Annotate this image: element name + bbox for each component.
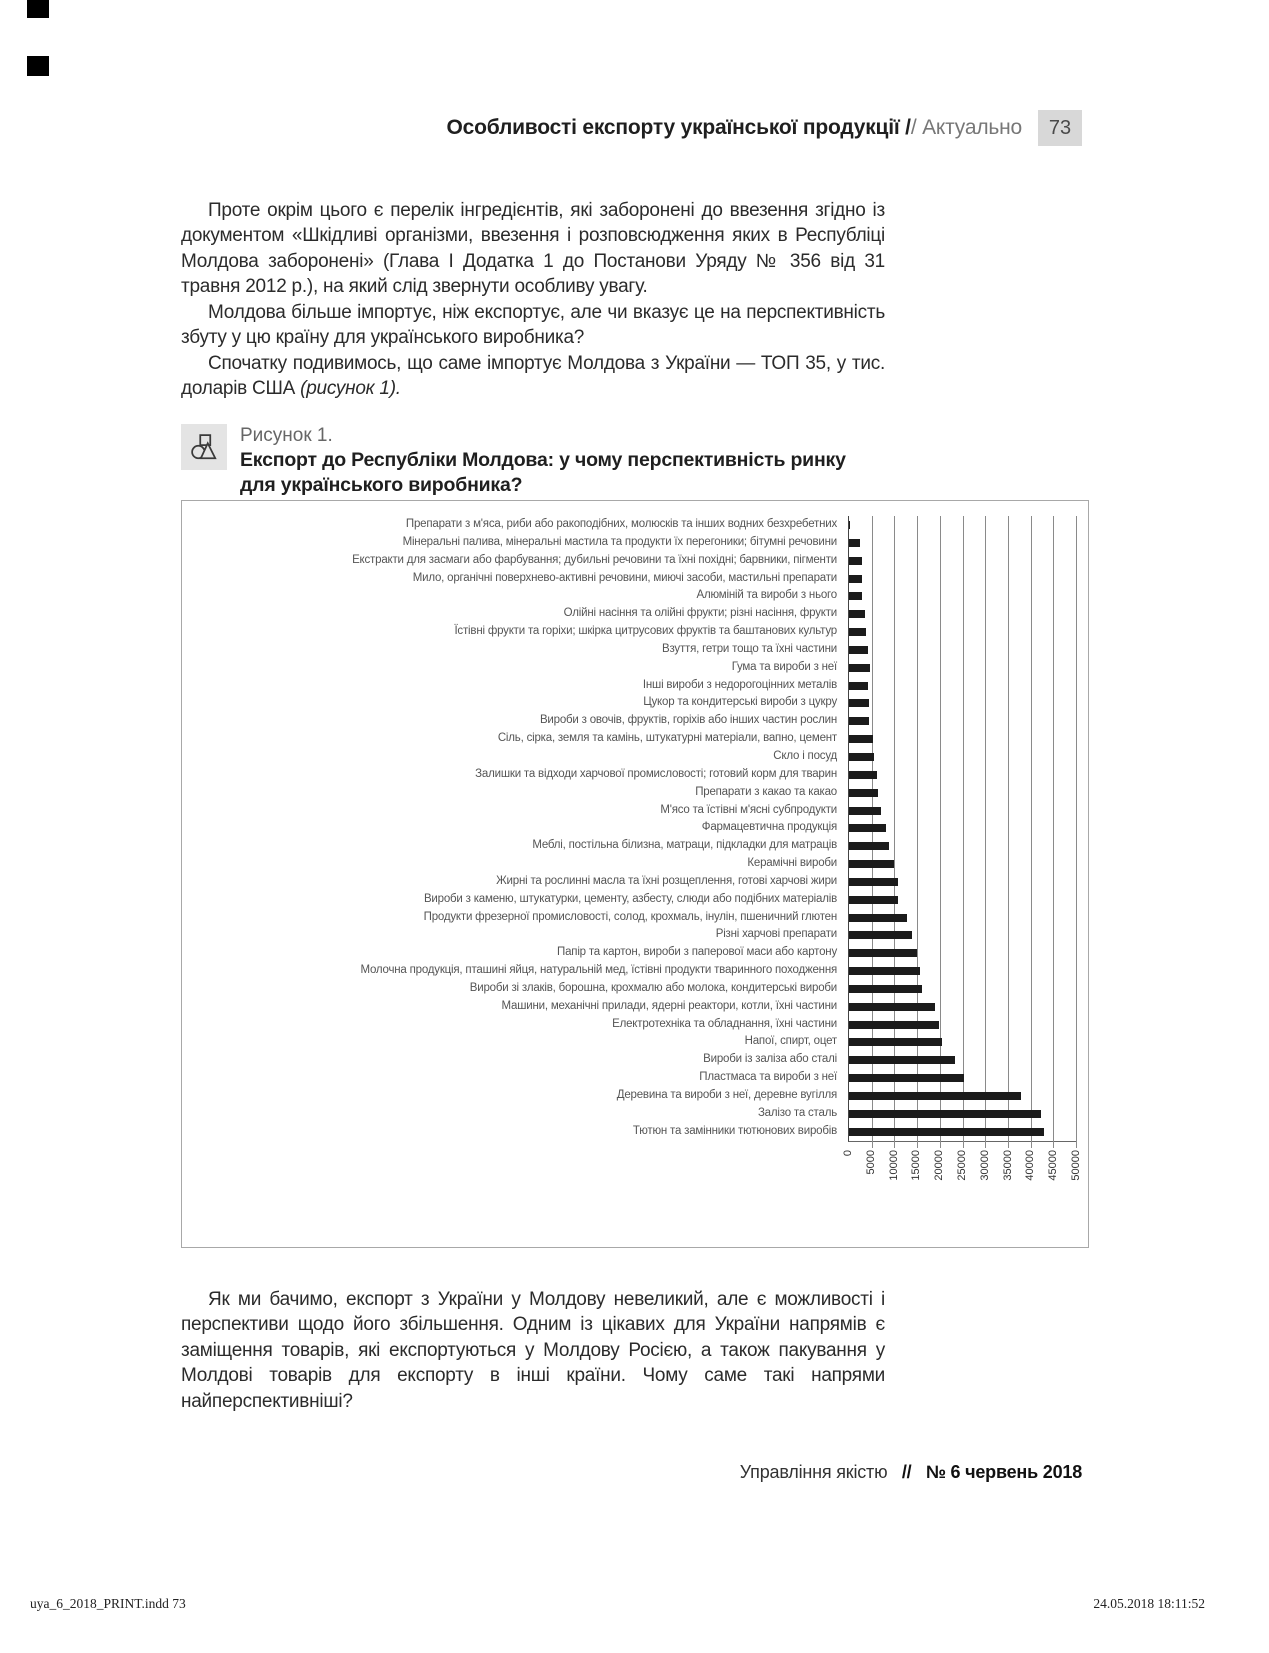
chart-row [849, 891, 1076, 909]
bar-chart [182, 501, 1088, 1181]
chart-row [849, 659, 1076, 677]
bar [849, 610, 865, 618]
bar-label: Деревина та вироби з неї, деревне вугілля [616, 1089, 837, 1101]
x-axis-tick-label: 40000 [1024, 1149, 1037, 1181]
bar [849, 1092, 1021, 1100]
bar-label: Електротехніка та обладнання, їхні частини [612, 1017, 837, 1030]
chart-row [849, 552, 1076, 570]
bar-label: Пластмаса та вироби з неї [699, 1071, 837, 1084]
bar-label: Цукор та кондитерські вироби з цукру [643, 696, 837, 709]
bar-label: Інші вироби з недорогоцінних металів [642, 678, 837, 691]
paragraph: Молдова більше імпортує, ніж експортує, але чи вказує це на перспективність збуту у цю країну для українського виробника? [181, 301, 885, 349]
bar-label: Меблі, постільна білизна, матраци, підкладки для матраців [532, 839, 837, 852]
chart-row [849, 1016, 1076, 1034]
figure-label: Рисунок 1. [240, 425, 333, 446]
chart-row [849, 926, 1076, 944]
bar-label: Їстівні фрукти та горіхи; шкірка цитрусових фруктів та баштанових культур [454, 625, 837, 638]
chart-x-axis [842, 1141, 1082, 1199]
bar-label: Продукти фрезерної промисловості, солод, крохмаль, інулін, пшеничний глютен [423, 910, 837, 923]
bar-label: Папір та картон, вироби з паперової маси або картону [557, 946, 837, 959]
intro-text [181, 198, 885, 402]
bar [849, 789, 878, 797]
chart-row [849, 712, 1076, 730]
chart-row [849, 730, 1076, 748]
running-head-section: / Актуально [910, 116, 1022, 139]
bar [849, 1003, 935, 1011]
bar [849, 771, 877, 779]
chart-row [849, 980, 1076, 998]
bar-label: Скло і посуд [773, 749, 837, 762]
bar [849, 664, 870, 672]
chart-row [849, 1051, 1076, 1069]
chart-row [849, 837, 1076, 855]
bar-label: Різні харчові препарати [715, 928, 837, 941]
bar [849, 717, 869, 725]
chart-row [849, 605, 1076, 623]
print-mark-filename: uya_6_2018_PRINT.indd 73 [30, 1596, 186, 1611]
chart-row [849, 587, 1076, 605]
bar [849, 860, 894, 868]
paragraph [181, 351, 885, 402]
chart-row [849, 998, 1076, 1016]
bar [849, 1021, 939, 1029]
bar [849, 628, 866, 636]
chart-row [849, 1123, 1076, 1141]
x-axis-tick-label: 15000 [910, 1149, 923, 1181]
bar [849, 592, 862, 600]
geometric-shapes-icon [189, 432, 219, 462]
bar-label: Препарати з какао та какао [695, 785, 837, 798]
bar [849, 878, 898, 886]
chart-bars [849, 516, 1076, 1141]
bar [849, 1110, 1041, 1118]
bar-label: Залишки та відходи харчової промисловості; готовий корм для тварин [475, 767, 837, 780]
bar-label: Препарати з м'яса, риби або ракоподібних, молюсків та інших водних безхребетних [405, 518, 837, 530]
chart-row [849, 819, 1076, 837]
bar-label: Залізо та сталь [757, 1106, 837, 1119]
bar [849, 575, 862, 583]
bar [849, 824, 886, 832]
bar [849, 557, 862, 565]
bar-label: Гума та вироби з неї [731, 660, 837, 673]
bar [849, 1074, 964, 1082]
bar-label: Олійні насіння та олійні фрукти; різні насіння, фрукти [563, 607, 837, 620]
bar-label: М'ясо та їстівні м'ясні субпродукти [660, 803, 837, 816]
bar [849, 1038, 942, 1046]
x-axis-tick-label: 50000 [1070, 1149, 1082, 1181]
running-head-title: Особливості експорту української продукції / [446, 116, 911, 139]
bar-label: Вироби з овочів, фруктів, горіхів або інших частин рослин [539, 714, 837, 727]
bar [849, 699, 869, 707]
journal-name: Управління якістю [739, 1462, 888, 1482]
x-axis-tick-label: 30000 [978, 1149, 991, 1181]
figure-caption [181, 424, 901, 498]
chart-category-labels [190, 516, 848, 1142]
gridline [1076, 516, 1077, 1148]
chart-row [849, 677, 1076, 695]
chart-row [849, 570, 1076, 588]
bar [849, 967, 920, 975]
bar [849, 646, 868, 654]
paragraph-text: Спочатку подивимось, що саме імпортує Молдова з України — ТОП 35, у тис. доларів США [181, 352, 885, 400]
bar-label: Жирні та рослинні масла та їхні розщеплення, готові харчові жири [496, 874, 837, 887]
bar-label: Тютюн та замінники тютюнових виробів [632, 1124, 837, 1137]
issue-label: № 6 червень 2018 [925, 1462, 1082, 1482]
chart-row [849, 1069, 1076, 1087]
paragraph: Як ми бачимо, експорт з України у Молдову невеликий, але є можливості і перспективи щодо його збільшення. Одним із цікавих для України напрямів є заміщення товарів, які експортуються у Молдову Росією, а також пакування у Молдові товарів для експорту в інші країни. Чому саме такі напрями найперспективніші? [181, 1289, 885, 1412]
chart-row [849, 1087, 1076, 1105]
bar-label: Взуття, гетри тощо та їхні частини [662, 642, 837, 655]
x-axis-tick-label: 45000 [1047, 1149, 1060, 1181]
crop-mark-bottom [27, 56, 49, 76]
chart-row [849, 694, 1076, 712]
chart-row [849, 909, 1076, 927]
x-axis-tick-label: 0 [842, 1149, 854, 1156]
bar [849, 1128, 1044, 1136]
chart-row [849, 516, 1076, 534]
x-axis-tick-label: 20000 [933, 1149, 946, 1181]
x-axis-tick-label: 5000 [864, 1149, 877, 1175]
closing-text [181, 1287, 885, 1414]
page-header [446, 110, 1082, 146]
bar-label: Фармацевтична продукція [701, 821, 837, 834]
bar-label: Сіль, сірка, земля та камінь, штукатурні матеріали, вапно, цемент [497, 732, 837, 745]
bar-label: Алюміній та вироби з нього [696, 589, 837, 602]
x-axis-tick-label: 25000 [956, 1149, 968, 1181]
chart-row [849, 873, 1076, 891]
bar [849, 1056, 955, 1064]
figure-caption-text [240, 424, 880, 498]
chart-row [849, 748, 1076, 766]
bar-label: Мінеральні палива, мінеральні мастила та продукти їх перегоники; бітумні речовини [402, 535, 837, 548]
chart-row [849, 534, 1076, 552]
footer-separator: // [901, 1462, 912, 1482]
bar [849, 539, 860, 547]
chart-row [849, 1105, 1076, 1123]
bar-label: Молочна продукція, пташині яйця, натуральній мед, їстівні продукти тваринного походження [360, 964, 837, 977]
chart-row [849, 1033, 1076, 1051]
chart-row [849, 784, 1076, 802]
bar [849, 807, 881, 815]
paragraph: Проте окрім цього є перелік інгредієнтів, які заборонені до ввезення згідно із документом «Шкідливі організми, ввезення і розповсюдження яких в Республіці Молдова заборонені» (Глава I Додатка 1 до Постанови Уряду № 356 від 31 травня 2012 р.), на який слід звернути особливу увагу. [181, 200, 885, 298]
running-head [446, 116, 1022, 140]
page-footer [740, 1462, 1082, 1483]
chart-row [849, 623, 1076, 641]
figure-reference: (рисунок 1). [300, 378, 401, 400]
print-mark-timestamp: 24.05.2018 18:11:52 [1093, 1596, 1205, 1611]
bar [849, 682, 868, 690]
bar [849, 949, 917, 957]
chart-row [849, 944, 1076, 962]
x-axis-tick-label: 10000 [887, 1149, 900, 1181]
chart-row [849, 855, 1076, 873]
bar [849, 931, 912, 939]
figure-title: Експорт до Республіки Молдова: у чому перспективність ринку для українського виробника? [240, 448, 846, 497]
bar-label: Керамічні вироби [747, 857, 837, 870]
bar-label: Напої, спирт, оцет [744, 1035, 837, 1048]
chart-row [849, 962, 1076, 980]
bar [849, 985, 922, 993]
page-number: 73 [1048, 116, 1072, 139]
bar [849, 914, 907, 922]
bar [849, 753, 874, 761]
chart-row [849, 802, 1076, 820]
chart-row [849, 641, 1076, 659]
x-axis-tick-label: 35000 [1001, 1149, 1014, 1181]
bar-label: Вироби з каменю, штукатурки, цементу, азбесту, слюди або подібних матеріалів [423, 892, 837, 905]
bar [849, 735, 873, 743]
bar-label: Вироби зі злаків, борошна, крохмалю або молока, кондитерські вироби [469, 981, 837, 994]
chart-row [849, 766, 1076, 784]
chart-plot-area [842, 516, 1082, 1181]
bar-label: Мило, органічні поверхнево-активні речовини, миючі засоби, мастильні препарати [412, 571, 837, 584]
crop-mark-top [27, 0, 49, 18]
bar [849, 521, 850, 529]
bar-label: Машини, механічні прилади, ядерні реактори, котли, їхні частини [501, 999, 837, 1012]
bar [849, 842, 889, 850]
figure-icon-box [181, 424, 227, 470]
page-number-badge [1038, 110, 1082, 146]
bar-label: Вироби із заліза або сталі [703, 1053, 837, 1066]
bar-label: Екстракти для засмаги або фарбування; дубильні речовини та їхні похідні; барвники, пігменти [352, 553, 837, 566]
bar [849, 896, 898, 904]
bar-chart-frame [181, 500, 1089, 1248]
